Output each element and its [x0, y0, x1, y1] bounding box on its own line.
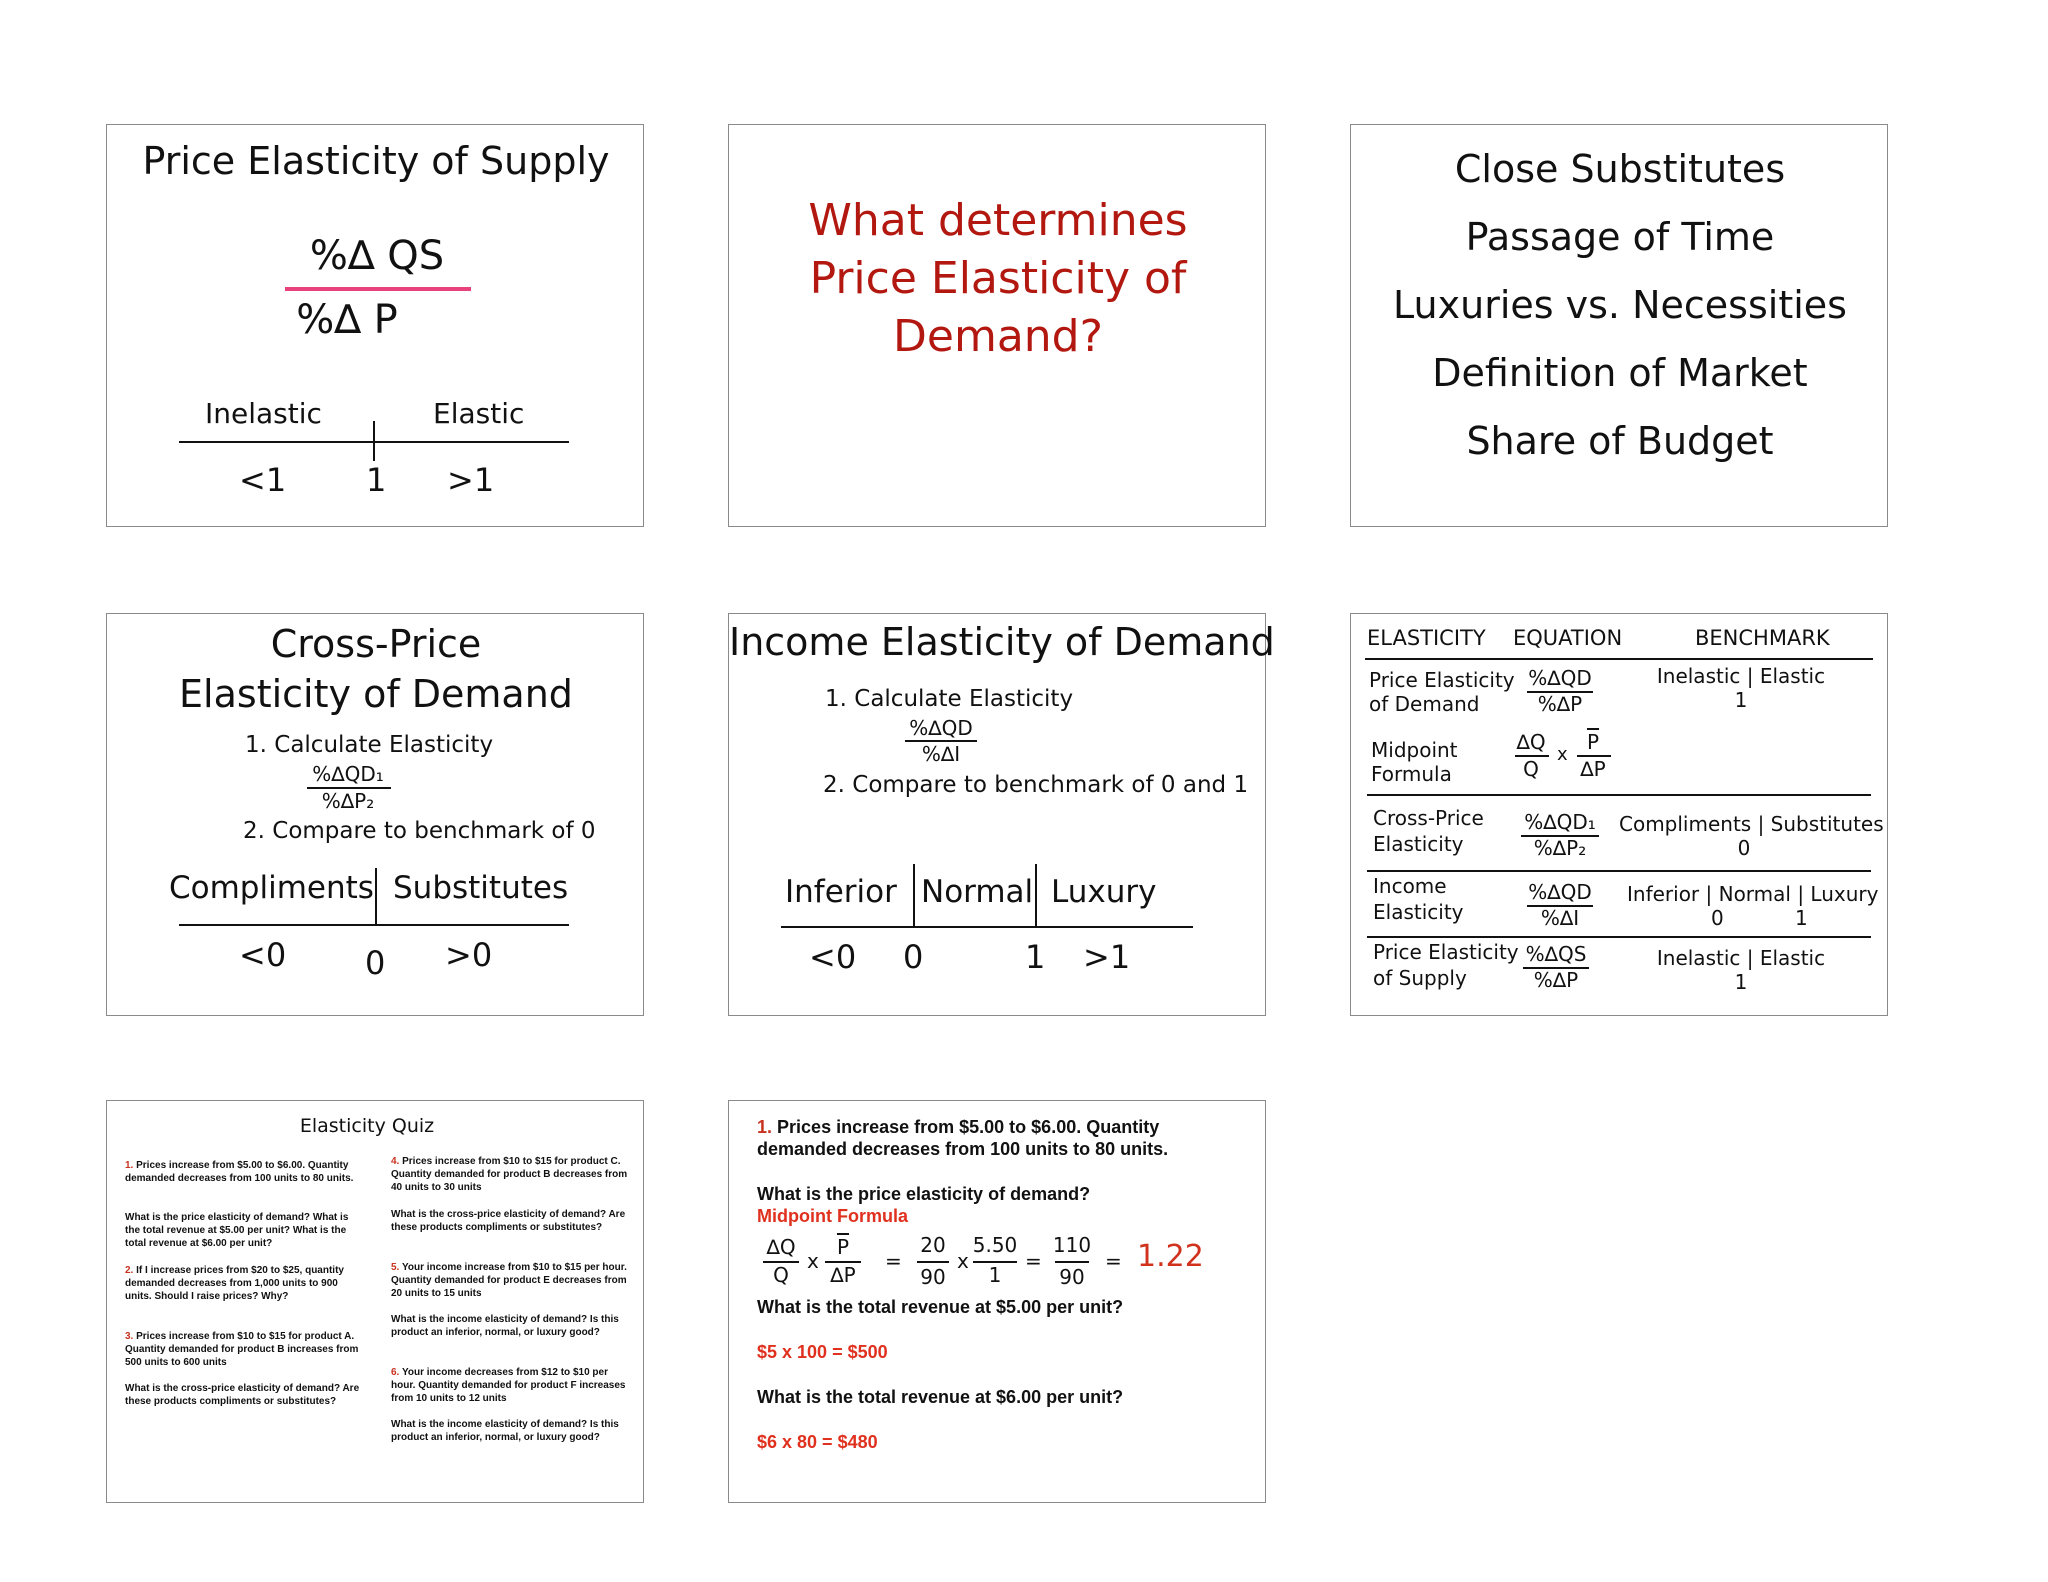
- luxury-label: Luxury: [1051, 874, 1157, 910]
- formula-denominator: %∆I: [921, 742, 961, 766]
- header-elasticity: ELASTICITY: [1367, 626, 1486, 650]
- table-rule: [1365, 658, 1873, 660]
- step-calculate: 1. Calculate Elasticity: [245, 732, 494, 758]
- formula-one: 1: [988, 1263, 1002, 1287]
- divider-normal-luxury: [1035, 864, 1037, 928]
- midpoint-qbar: $\overline{Q}$: [1523, 757, 1539, 781]
- formula-550: 5.50: [972, 1233, 1018, 1257]
- tick-less-than-one: <1: [239, 461, 287, 499]
- formula-dq: ∆Q: [766, 1235, 796, 1259]
- header-equation: EQUATION: [1513, 626, 1623, 650]
- question-revenue-5: What is the total revenue at $5.00 per unit?: [757, 1297, 1124, 1317]
- formula-pbar: $\overline{P}$: [836, 1235, 850, 1259]
- table-rule: [1367, 870, 1871, 872]
- row-benchmark: Inelastic | Elastic: [1656, 946, 1826, 970]
- question-line-1: 1. Prices increase from $5.00 to $6.00. Quantity: [757, 1117, 1160, 1137]
- benchmark-axis: [781, 926, 1193, 928]
- table-rule: [1367, 794, 1871, 796]
- step-compare: 2. Compare to benchmark of 0: [243, 818, 596, 844]
- determinant-item: Luxuries vs. Necessities: [1393, 283, 1847, 327]
- formula-qbar: $\overline{Q}$: [773, 1263, 789, 1287]
- formula-90: 90: [1059, 1265, 1085, 1289]
- question-line-2: demanded decreases from 100 units to 80 units.: [757, 1139, 1169, 1159]
- formula-110: 110: [1052, 1233, 1092, 1257]
- row-numerator: %∆QD: [1528, 880, 1592, 904]
- formula-bar: [285, 287, 471, 291]
- midpoint-dp: ∆P: [1580, 757, 1606, 781]
- elastic-label: Elastic: [433, 397, 525, 430]
- header-benchmark: BENCHMARK: [1695, 626, 1830, 650]
- table-rule: [1367, 936, 1871, 938]
- quiz-subquestion: What is the income elasticity of demand? Is this product an inferior, normal, or luxury good?: [391, 1419, 619, 1443]
- quiz-subquestion: What is the cross-price elasticity of demand? Are these products compliments or substitutes?: [391, 1209, 626, 1233]
- row-name: Elasticity: [1373, 900, 1464, 924]
- determinant-item: Close Substitutes: [1454, 147, 1786, 191]
- row-name: Cross-Price: [1373, 806, 1484, 830]
- midpoint-dq: ∆Q: [1516, 730, 1546, 754]
- slide-title: Price Elasticity of Supply: [142, 139, 610, 183]
- row-name: Elasticity: [1373, 832, 1464, 856]
- quiz-question: 4. Prices increase from $10 to $15 for product C. Quantity demanded for product B decreases from 40 units to 30 units: [391, 1156, 628, 1193]
- determinant-item: Definition of Market: [1432, 351, 1808, 395]
- quiz-subquestion: What is the income elasticity of demand? Is this product an inferior, normal, or luxury good?: [391, 1314, 619, 1338]
- slide-cross-price-elasticity: [106, 613, 644, 1016]
- slide-elasticity-quiz: [106, 1100, 644, 1503]
- row-name: of Supply: [1373, 966, 1467, 990]
- benchmark-divider: [373, 421, 375, 461]
- tick-greater-than-one: >1: [447, 461, 495, 499]
- tick-zero: 0: [365, 944, 386, 982]
- inelastic-label: Inelastic: [205, 397, 322, 430]
- slide-determinants-list: [1350, 124, 1888, 527]
- benchmark-axis: [179, 924, 569, 926]
- slide-quiz-answer-1: [728, 1100, 1266, 1503]
- midpoint-times: x: [1557, 744, 1568, 765]
- tick-greater-than-one: >1: [1083, 938, 1131, 976]
- compliments-label: Compliments: [169, 870, 374, 906]
- row-benchmark: Inferior | Normal | Luxury: [1627, 882, 1879, 906]
- formula-90: 90: [920, 1265, 946, 1289]
- row-benchmark: Inelastic | Elastic: [1656, 664, 1826, 688]
- formula-equals: =: [885, 1249, 902, 1273]
- formula-result: 1.22: [1137, 1239, 1204, 1274]
- formula-20: 20: [920, 1233, 946, 1257]
- normal-label: Normal: [921, 874, 1034, 910]
- slide-title-line-1: Cross-Price: [270, 622, 482, 666]
- row-denominator: %∆P₂: [1533, 836, 1587, 860]
- quiz-question: 1. Prices increase from $5.00 to $6.00. Quantity demanded decreases from 100 units to 80 units.: [125, 1160, 354, 1184]
- slide-what-determines: [728, 124, 1266, 527]
- tick-less-than-zero: <0: [239, 936, 287, 974]
- inferior-label: Inferior: [785, 874, 897, 910]
- determinant-item: Share of Budget: [1466, 419, 1774, 463]
- question-revenue-6: What is the total revenue at $6.00 per unit?: [757, 1387, 1124, 1407]
- step-calculate: 1. Calculate Elasticity: [825, 686, 1074, 712]
- row-benchmark-zero: 0: [1711, 906, 1724, 930]
- question-line-3: Demand?: [893, 311, 1103, 362]
- row-name: of Demand: [1369, 692, 1480, 716]
- row-numerator: %∆QD₁: [1524, 810, 1596, 834]
- row-denominator: %∆P: [1537, 692, 1583, 716]
- row-benchmark: Compliments | Substitutes: [1619, 812, 1884, 836]
- row-benchmark-value: 1: [1734, 688, 1748, 712]
- step-compare: 2. Compare to benchmark of 0 and 1: [823, 772, 1249, 798]
- tick-zero: 0: [903, 938, 924, 976]
- row-denominator: %∆I: [1540, 906, 1580, 930]
- midpoint-pbar: $\overline{P}$: [1586, 730, 1600, 754]
- slide-price-elasticity-of-supply: [106, 124, 644, 527]
- tick-greater-than-zero: >0: [445, 936, 493, 974]
- row-benchmark-value: 1: [1734, 970, 1748, 994]
- slide-title-line-2: Elasticity of Demand: [179, 672, 573, 716]
- tick-one: 1: [1025, 938, 1046, 976]
- determinant-item: Passage of Time: [1465, 215, 1775, 259]
- formula-bar: [1055, 1261, 1089, 1263]
- question-line-1: What determines: [808, 195, 1188, 246]
- slide-summary-table: [1350, 613, 1888, 1016]
- formula-numerator: %∆QD₁: [312, 762, 384, 786]
- row-name: Formula: [1371, 762, 1452, 786]
- benchmark-divider: [375, 868, 377, 926]
- quiz-question: 6. Your income decreases from $12 to $10 per hour. Quantity demanded for product F increases from 10 units to 12 units: [391, 1367, 626, 1404]
- midpoint-formula-label: Midpoint Formula: [757, 1206, 908, 1226]
- row-name: Midpoint: [1371, 738, 1458, 762]
- quiz-question: 5. Your income increase from $10 to $15 per hour. Quantity demanded for product E decreases from 20 units to 15 units: [391, 1262, 627, 1299]
- formula-times: x: [807, 1249, 819, 1273]
- row-name: Price Elasticity: [1373, 940, 1519, 964]
- answer-revenue-6: $6 x 80 = $480: [757, 1432, 878, 1452]
- formula-numerator: %∆QD: [909, 716, 973, 740]
- tick-less-than-zero: <0: [809, 938, 857, 976]
- formula-times: x: [957, 1249, 969, 1273]
- quiz-subquestion: What is the price elasticity of demand? What is the total revenue at $5.00 per unit? What is the total revenue at $6.00 per unit?: [125, 1212, 349, 1249]
- formula-equals: =: [1025, 1249, 1042, 1273]
- slide-income-elasticity: [728, 613, 1275, 1016]
- answer-revenue-5: $5 x 100 = $500: [757, 1342, 888, 1362]
- formula-numerator: %∆ QS: [309, 233, 445, 279]
- quiz-subquestion: What is the cross-price elasticity of demand? Are these products compliments or substitutes?: [125, 1383, 360, 1407]
- formula-dp: ∆P: [830, 1263, 856, 1287]
- row-numerator: %∆QD: [1528, 666, 1592, 690]
- row-denominator: %∆P: [1533, 968, 1579, 992]
- row-benchmark-value: 0: [1737, 836, 1751, 860]
- row-name: Price Elasticity: [1369, 668, 1515, 692]
- row-name: Income: [1373, 874, 1447, 898]
- quiz-question: 2. If I increase prices from $20 to $25, quantity demanded decreases from 1,000 units to 900 units. Should I raise prices? Why?: [125, 1265, 344, 1302]
- formula-denominator: %∆P₂: [321, 789, 375, 813]
- formula-equals: =: [1105, 1249, 1122, 1273]
- substitutes-label: Substitutes: [393, 870, 569, 906]
- row-numerator: %∆QS: [1525, 942, 1587, 966]
- row-benchmark-one: 1: [1795, 906, 1808, 930]
- tick-one: 1: [366, 461, 387, 499]
- formula-bar: [917, 1261, 949, 1263]
- formula-denominator: %∆ P: [296, 297, 398, 343]
- slide-title: Elasticity Quiz: [299, 1115, 435, 1137]
- quiz-question: 3. Prices increase from $10 to $15 for product A. Quantity demanded for product B increases from 500 units to 600 units: [125, 1331, 359, 1368]
- divider-inferior-normal: [913, 864, 915, 928]
- question-elasticity: What is the price elasticity of demand?: [757, 1184, 1091, 1204]
- slide-title: Income Elasticity of Demand: [729, 620, 1275, 664]
- question-line-2: Price Elasticity of: [809, 253, 1187, 304]
